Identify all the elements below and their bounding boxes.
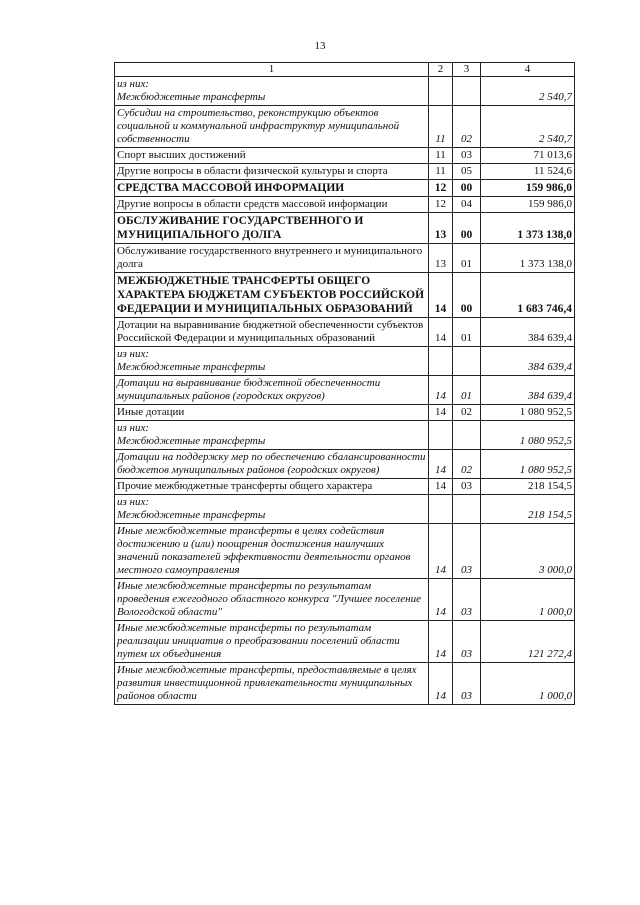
table-row [115, 579, 575, 621]
amount-cell: 218 154,5 [481, 479, 575, 495]
subsection-code-cell [453, 495, 481, 524]
table-row [115, 405, 575, 421]
of-which-label: из них: [117, 422, 150, 434]
subsection-code-cell: 01 [453, 376, 481, 405]
subsection-code-cell: 03 [453, 479, 481, 495]
table-row [115, 197, 575, 213]
amount-cell: 1 683 746,4 [481, 273, 575, 318]
subsection-code-cell: 01 [453, 244, 481, 273]
row-name-cell [115, 273, 429, 318]
header-col-3: 3 [453, 63, 481, 77]
table-row [115, 524, 575, 579]
of-which-label: из них: [117, 496, 150, 508]
row-name-text: Межбюджетные трансферты [117, 91, 266, 103]
section-code-cell: 13 [429, 244, 453, 273]
section-code-cell [429, 495, 453, 524]
table-row [115, 318, 575, 347]
section-code-cell: 11 [429, 106, 453, 148]
section-code-cell: 11 [429, 148, 453, 164]
row-name-cell [115, 213, 429, 244]
table-row [115, 77, 575, 106]
section-code-cell: 14 [429, 621, 453, 663]
amount-cell: 121 272,4 [481, 621, 575, 663]
subsection-code-cell: 02 [453, 405, 481, 421]
of-which-label: из них: [117, 348, 150, 360]
row-name-text: Иные межбюджетные трансферты по результатам проведения ежегодного областного конкурса "Лучшее поселение Вологодской области" [117, 580, 422, 618]
table-row [115, 244, 575, 273]
amount-cell: 1 000,0 [481, 663, 575, 705]
section-code-cell: 12 [429, 197, 453, 213]
amount-cell: 11 524,6 [481, 164, 575, 180]
table-row [115, 663, 575, 705]
row-name-cell [115, 450, 429, 479]
amount-cell: 1 080 952,5 [481, 450, 575, 479]
amount-cell: 159 986,0 [481, 197, 575, 213]
subsection-code-cell: 04 [453, 197, 481, 213]
table-row [115, 164, 575, 180]
section-code-cell: 14 [429, 524, 453, 579]
amount-cell: 218 154,5 [481, 495, 575, 524]
row-name-cell [115, 421, 429, 450]
row-name-cell [115, 376, 429, 405]
subsection-code-cell: 05 [453, 164, 481, 180]
subsection-code-cell [453, 421, 481, 450]
subsection-code-cell: 03 [453, 663, 481, 705]
header-row [115, 63, 575, 77]
table-row [115, 273, 575, 318]
amount-cell: 384 639,4 [481, 318, 575, 347]
row-name-text: МЕЖБЮДЖЕТНЫЕ ТРАНСФЕРТЫ ОБЩЕГО ХАРАКТЕРА БЮДЖЕТАМ СУБЪЕКТОВ РОССИЙСКОЙ ФЕДЕРАЦИИ И МУНИЦИПАЛЬНЫХ ОБРАЗОВАНИЙ [117, 275, 425, 315]
row-name-text: Обслуживание государственного внутреннего и муниципального долга [117, 245, 423, 270]
row-name-cell [115, 495, 429, 524]
row-name-cell [115, 347, 429, 376]
table-row [115, 148, 575, 164]
row-name-cell [115, 318, 429, 347]
amount-cell: 2 540,7 [481, 106, 575, 148]
subsection-code-cell: 00 [453, 273, 481, 318]
subsection-code-cell: 00 [453, 213, 481, 244]
row-name-text: Субсидии на строительство, реконструкцию объектов социальной и коммунальной инфраструктур муниципальной собственности [117, 107, 400, 145]
subsection-code-cell: 03 [453, 524, 481, 579]
row-name-text: Прочие межбюджетные трансферты общего характера [117, 480, 373, 492]
table-row [115, 495, 575, 524]
header-col-4: 4 [481, 63, 575, 77]
page-number: 13 [314, 40, 326, 52]
row-name-cell [115, 524, 429, 579]
header-col-2: 2 [429, 63, 453, 77]
row-name-cell [115, 663, 429, 705]
row-name-cell [115, 579, 429, 621]
row-name-text: Межбюджетные трансферты [117, 435, 266, 447]
row-name-text: Дотации на выравнивание бюджетной обеспеченности субъектов Российской Федерации и муниципальных образований [117, 319, 424, 344]
amount-cell: 1 000,0 [481, 579, 575, 621]
row-name-cell [115, 244, 429, 273]
table-row [115, 450, 575, 479]
row-name-cell [115, 106, 429, 148]
row-name-cell [115, 621, 429, 663]
row-name-text: Иные межбюджетные трансферты по результатам реализации инициатив о преобразовании поселений области путем их объединения [117, 622, 400, 660]
table-row [115, 421, 575, 450]
subsection-code-cell: 03 [453, 148, 481, 164]
row-name-text: Другие вопросы в области средств массовой информации [117, 198, 388, 210]
amount-cell: 3 000,0 [481, 524, 575, 579]
table-row [115, 479, 575, 495]
row-name-text: Иные межбюджетные трансферты в целях содействия достижению и (или) поощрения достижения наилучших значений показателей эффективности деятельности органов местного самоуправления [117, 525, 411, 576]
section-code-cell: 11 [429, 164, 453, 180]
row-name-text: Спорт высших достижений [117, 149, 246, 161]
table-row [115, 621, 575, 663]
amount-cell: 1 373 138,0 [481, 244, 575, 273]
section-code-cell: 14 [429, 273, 453, 318]
section-code-cell: 14 [429, 318, 453, 347]
row-name-text: Дотации на выравнивание бюджетной обеспеченности муниципальных районов (городских округов) [117, 377, 381, 402]
of-which-label: из них: [117, 78, 150, 90]
row-name-text: Другие вопросы в области физической культуры и спорта [117, 165, 388, 177]
section-code-cell: 14 [429, 579, 453, 621]
row-name-cell [115, 180, 429, 197]
table-row [115, 106, 575, 148]
section-code-cell [429, 77, 453, 106]
amount-cell: 384 639,4 [481, 347, 575, 376]
row-name-cell [115, 77, 429, 106]
section-code-cell: 14 [429, 479, 453, 495]
subsection-code-cell: 01 [453, 318, 481, 347]
section-code-cell [429, 421, 453, 450]
amount-cell: 71 013,6 [481, 148, 575, 164]
row-name-text: Дотации на поддержку мер по обеспечению сбалансированности бюджетов муниципальных районов (городских округов) [117, 451, 426, 476]
row-name-text: Межбюджетные трансферты [117, 509, 266, 521]
subsection-code-cell: 02 [453, 450, 481, 479]
amount-cell: 1 080 952,5 [481, 421, 575, 450]
row-name-text: Иные дотации [117, 406, 185, 418]
amount-cell: 159 986,0 [481, 180, 575, 197]
subsection-code-cell: 02 [453, 106, 481, 148]
subsection-code-cell: 00 [453, 180, 481, 197]
section-code-cell: 13 [429, 213, 453, 244]
subsection-code-cell: 03 [453, 579, 481, 621]
subsection-code-cell [453, 347, 481, 376]
section-code-cell: 12 [429, 180, 453, 197]
row-name-cell [115, 479, 429, 495]
amount-cell: 384 639,4 [481, 376, 575, 405]
section-code-cell [429, 347, 453, 376]
row-name-text: Межбюджетные трансферты [117, 361, 266, 373]
budget-table [114, 62, 575, 705]
row-name-cell [115, 148, 429, 164]
amount-cell: 2 540,7 [481, 77, 575, 106]
table-row [115, 376, 575, 405]
row-name-text: Иные межбюджетные трансферты, предоставляемые в целях развития инвестиционной привлекательности муниципальных районов области [117, 664, 417, 702]
table-row [115, 213, 575, 244]
subsection-code-cell [453, 77, 481, 106]
amount-cell: 1 373 138,0 [481, 213, 575, 244]
section-code-cell: 14 [429, 405, 453, 421]
section-code-cell: 14 [429, 376, 453, 405]
row-name-text: СРЕДСТВА МАССОВОЙ ИНФОРМАЦИИ [117, 182, 345, 194]
row-name-cell [115, 405, 429, 421]
table-row [115, 347, 575, 376]
header-col-1: 1 [115, 63, 429, 77]
row-name-cell [115, 164, 429, 180]
row-name-text: ОБСЛУЖИВАНИЕ ГОСУДАРСТВЕННОГО И МУНИЦИПАЛЬНОГО ДОЛГА [117, 215, 364, 241]
subsection-code-cell: 03 [453, 621, 481, 663]
section-code-cell: 14 [429, 663, 453, 705]
amount-cell: 1 080 952,5 [481, 405, 575, 421]
section-code-cell: 14 [429, 450, 453, 479]
row-name-cell [115, 197, 429, 213]
table-row [115, 180, 575, 197]
